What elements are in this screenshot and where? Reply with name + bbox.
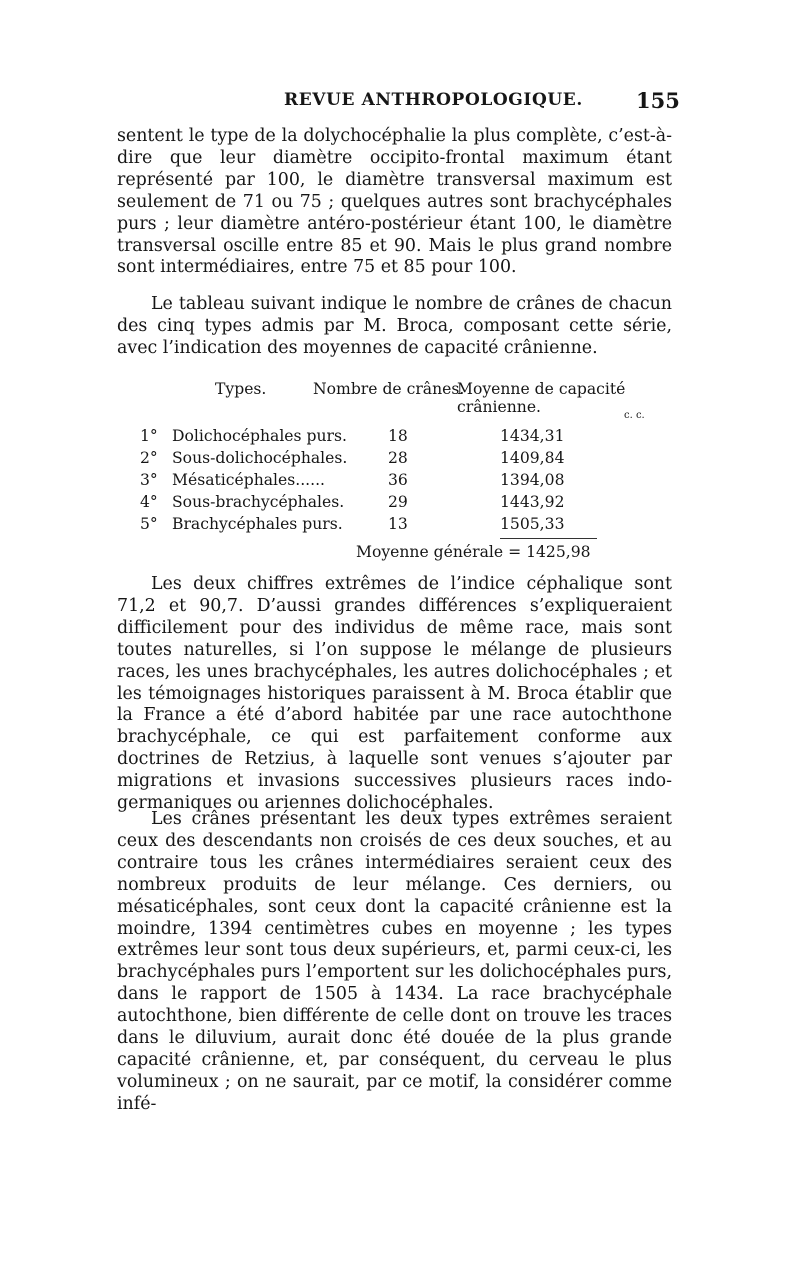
type-number: 5°	[140, 515, 158, 533]
skull-count: 36	[388, 471, 408, 489]
mean-capacity: 1505,33	[500, 515, 565, 533]
skull-count: 18	[388, 427, 408, 445]
mean-capacity: 1409,84	[500, 449, 565, 467]
general-mean: Moyenne générale = 1425,98	[356, 543, 591, 561]
sum-rule	[500, 538, 597, 539]
type-name: Mésaticéphales......	[172, 471, 325, 489]
journal-title: REVUE ANTHROPOLOGIQUE.	[284, 90, 583, 110]
paragraph-continuation: sentent le type de la dolychocéphalie la plus complète, c’est-à-dire que leur diamètre occipito-frontal maximum étant représenté par 100, le diamètre transversal maximum est seulement de 71 ou 75 ; quelques autres sont brachycéphales purs ; leur diamètre antéro-postérieur étant 100, le diamètre transversal oscille entre 85 et 90. Mais le plus grand nombre sont intermédiaires, entre 75 et 85 pour 100.	[117, 126, 672, 278]
page-number: 155	[636, 88, 680, 113]
header-types: Types.	[215, 380, 267, 398]
mean-capacity: 1394,08	[500, 471, 565, 489]
type-name: Dolichocéphales purs.	[172, 427, 347, 445]
type-name: Sous-dolichocéphales.	[172, 449, 348, 467]
paragraph-crania-types: Les crânes présentant les deux types extrêmes seraient ceux des descendants non croisés de ces deux souches, et au contraire tous les crânes intermédiaires seraient ceux des nombreux produits de leur mélange. Ces derniers, ou mésaticéphales, sont ceux dont la capacité crânienne est la moindre, 1394 centimètres cubes en moyenne ; les types extrêmes leur sont tous deux supérieurs, et, parmi ceux-ci, les brachycéphales purs l’emportent sur les dolichocéphales purs, dans le rapport de 1505 à 1434. La race brachycéphale autochthone, bien différente de celle dont on trouve les traces dans le diluvium, aurait donc été douée de la plus grande capacité crânienne, et, par conséquent, du cerveau le plus volumineux ; on ne saurait, par ce motif, la considérer comme infé-	[117, 809, 672, 1114]
paragraph-table-intro: Le tableau suivant indique le nombre de crânes de chacun des cinq types admis par M. Broca, composant cette série, avec l’indication des moyennes de capacité crânienne.	[117, 294, 672, 358]
mean-capacity: 1434,31	[500, 427, 565, 445]
type-number: 1°	[140, 427, 158, 445]
type-number: 2°	[140, 449, 158, 467]
type-name: Brachycéphales purs.	[172, 515, 343, 533]
type-name: Sous-brachycéphales.	[172, 493, 345, 511]
table-row	[130, 427, 690, 449]
mean-capacity: 1443,92	[500, 493, 565, 511]
skull-count: 28	[388, 449, 408, 467]
paragraph-cephalic-index: Les deux chiffres extrêmes de l’indice céphalique sont 71,2 et 90,7. D’aussi grandes différences s’expliqueraient difficilement pour des individus de même race, mais sont toutes naturelles, si l’on suppose le mélange de plusieurs races, les unes brachycéphales, les autres dolichocéphales ; et les témoignages historiques paraissent à M. Broca établir que la France a été d’abord habitée par une race autochthone brachycéphale, ce qui est parfaitement conforme aux doctrines de Retzius, à laquelle sont venues s’ajouter par migrations et invasions successives plusieurs races indo-germaniques ou ariennes dolichocéphales.	[117, 574, 672, 814]
header-mean-capacity: Moyenne de capacité crânienne.	[457, 380, 626, 416]
unit-label: c. c.	[624, 410, 645, 421]
type-number: 3°	[140, 471, 158, 489]
cranial-capacity-table	[130, 380, 690, 565]
skull-count: 13	[388, 515, 408, 533]
table-row	[130, 515, 690, 537]
skull-count: 29	[388, 493, 408, 511]
table-row	[130, 449, 690, 471]
running-head	[0, 90, 800, 120]
header-skull-count: Nombre de crânes.	[313, 380, 465, 398]
type-number: 4°	[140, 493, 158, 511]
table-row	[130, 471, 690, 493]
table-row	[130, 493, 690, 515]
